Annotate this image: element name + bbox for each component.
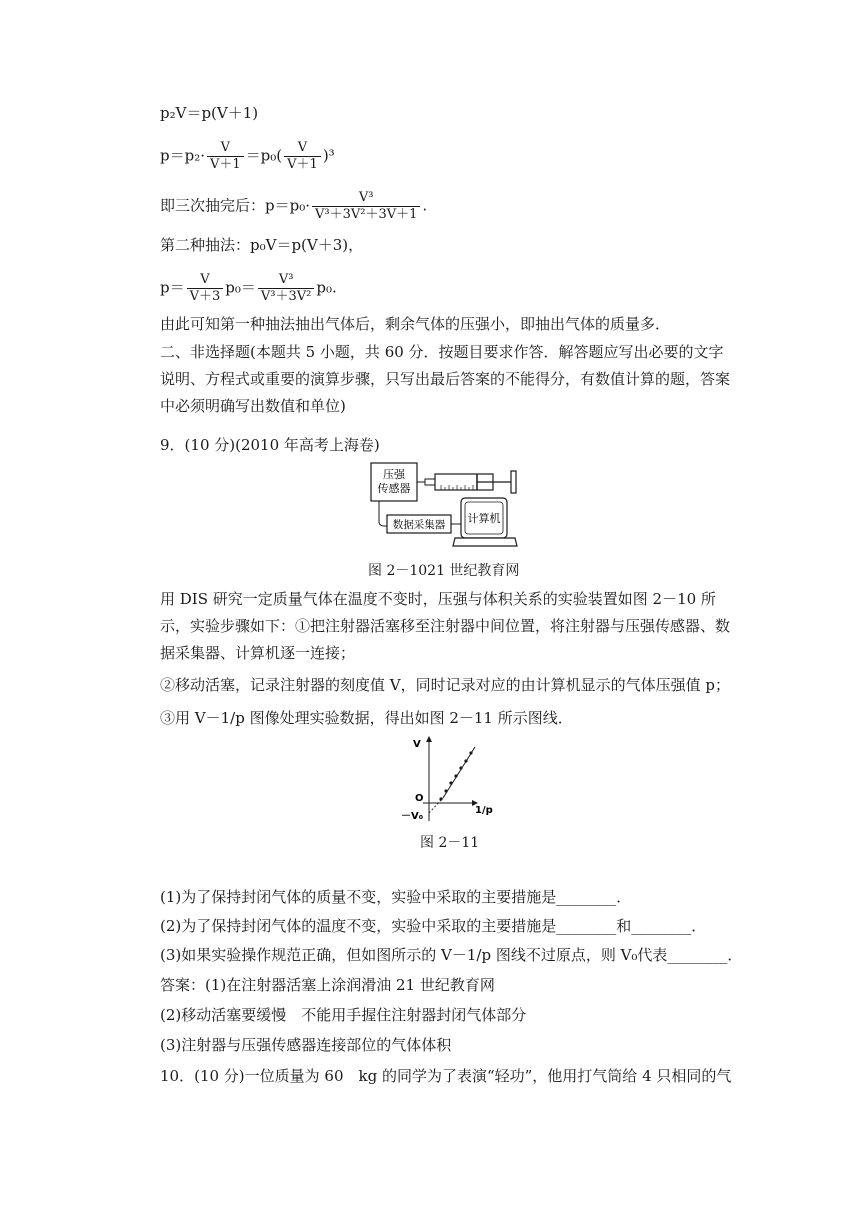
fraction-denominator: V＋3 (187, 288, 224, 305)
fraction-denominator: V＋1 (284, 156, 321, 173)
section-heading (160, 339, 730, 420)
sensor-cable (379, 501, 387, 526)
equation-line-5 (160, 272, 337, 305)
fraction-numerator: V (297, 140, 308, 155)
equation-text: p＝ (160, 278, 185, 297)
fraction-denominator: V＋1 (207, 156, 244, 173)
equation-line-4 (160, 235, 363, 255)
paragraph-text: 用 DIS 研究一定质量气体在温度不变时，压强与体积关系的实验装置如图 2－10 所示，实验步骤如下：①把注射器活塞移至注射器中间位置，将注射器与压强传感器、数据采集器、计算机逐一连接； (160, 590, 731, 662)
paragraph-text: ③用 V－1/p 图像处理实验数据，得出如图 2－11 所示图线． (160, 709, 573, 727)
equation-text: p₂V＝p(V＋1) (160, 104, 259, 122)
question-9-header (160, 435, 380, 455)
origin-label: O (415, 793, 424, 804)
fraction-numerator: V³ (278, 272, 294, 287)
equation-text: p₀＝ (225, 278, 256, 297)
computer-label: 计算机 (467, 512, 501, 525)
intercept-label: －V₀ (401, 811, 424, 822)
fraction (284, 140, 321, 173)
sub-question-3 (160, 945, 742, 965)
answer-1 (160, 975, 495, 995)
apparatus-figure (365, 460, 525, 552)
question-9-step2 (160, 675, 730, 695)
fraction (187, 272, 224, 305)
figure-caption-2-11: 图 2－11 (420, 835, 480, 851)
paragraph-text: 由此可知第一种抽法抽出气体后，剩余气体的压强小，即抽出气体的质量多． (160, 315, 671, 333)
conclusion-line (160, 314, 670, 334)
fit-line (443, 747, 475, 798)
answer-3 (160, 1035, 451, 1055)
equation-line-3 (160, 190, 427, 223)
paragraph-text: ②移动活塞，记录注射器的刻度值 V，同时记录对应的由计算机显示的气体压强值 p； (160, 676, 730, 694)
question-text: 9．(10 分)(2010 年高考上海卷) (160, 436, 380, 454)
equation-text: 即三次抽完后：p＝p₀· (160, 196, 310, 215)
question-9-step3 (160, 708, 573, 728)
question-10 (160, 1066, 731, 1086)
x-axis-label: 1/p (475, 805, 493, 816)
paragraph-text: (2)为了保持封闭气体的温度不变，实验中采取的主要措施是________和________． (160, 917, 707, 935)
figure-caption-2-10: 图 2－1021 世纪教育网 (368, 563, 520, 579)
paragraph-text: (2)移动活塞要缓慢 不能用手握住注射器封闭气体部分 (160, 1006, 527, 1024)
equation-text: p₀. (316, 278, 337, 297)
y-axis-label: V (413, 739, 421, 750)
paragraph-text: 答案：(1)在注射器活塞上涂润滑油 21 世纪教育网 (160, 976, 495, 994)
fraction-numerator: V³ (358, 190, 374, 205)
fraction (207, 140, 244, 173)
fraction (312, 190, 420, 223)
equation-line-1 (160, 103, 258, 123)
paragraph-text: 10．(10 分)一位质量为 60 kg 的同学为了表演“轻功”，他用打气筒给 4 只相同的气 (160, 1067, 732, 1085)
equation-text: p＝p₂· (160, 146, 205, 165)
computer-base (453, 538, 517, 546)
equation-text: )³ (322, 146, 335, 165)
equation-line-2 (160, 140, 335, 173)
collector-label: 数据采集器 (392, 519, 446, 531)
sub-question-1 (160, 887, 631, 907)
fraction-denominator: V³＋3V²＋3V＋1 (312, 206, 420, 223)
fraction-numerator: V (220, 140, 231, 155)
sub-question-2 (160, 916, 706, 936)
paragraph-text: 二、非选择题(本题共 5 小题，共 60 分．按题目要求作答．解答题应写出必要的文字说明、方程式或重要的演算步骤，只写出最后答案的不能得分，有数值计算的题，答案中必须明确写出数值和单位) (160, 343, 731, 415)
connector-tip (425, 479, 435, 485)
question-9-body (160, 586, 730, 667)
sensor-label-1: 压强 (383, 468, 405, 481)
paragraph-text: (3)如果实验操作规范正确，但如图所示的 V－1/p 图线不过原点，则 V₀代表________． (160, 946, 743, 964)
paragraph-text: (3)注射器与压强传感器连接部位的气体体积 (160, 1036, 452, 1054)
paragraph-text: (1)为了保持封闭气体的质量不变，实验中采取的主要措施是________． (160, 888, 632, 906)
equation-text: ＝p₀( (245, 146, 283, 165)
equation-text: 第二种抽法：p₀V＝p(V＋3)， (160, 236, 364, 254)
answer-2 (160, 1005, 526, 1025)
syringe-handle (511, 471, 516, 493)
fraction-numerator: V (200, 272, 210, 287)
fraction (258, 272, 314, 305)
equation-text: . (422, 196, 428, 215)
fraction-denominator: V³＋3V² (258, 288, 314, 305)
v-inverse-p-graph (395, 733, 505, 825)
sensor-label-2: 传感器 (377, 482, 411, 495)
